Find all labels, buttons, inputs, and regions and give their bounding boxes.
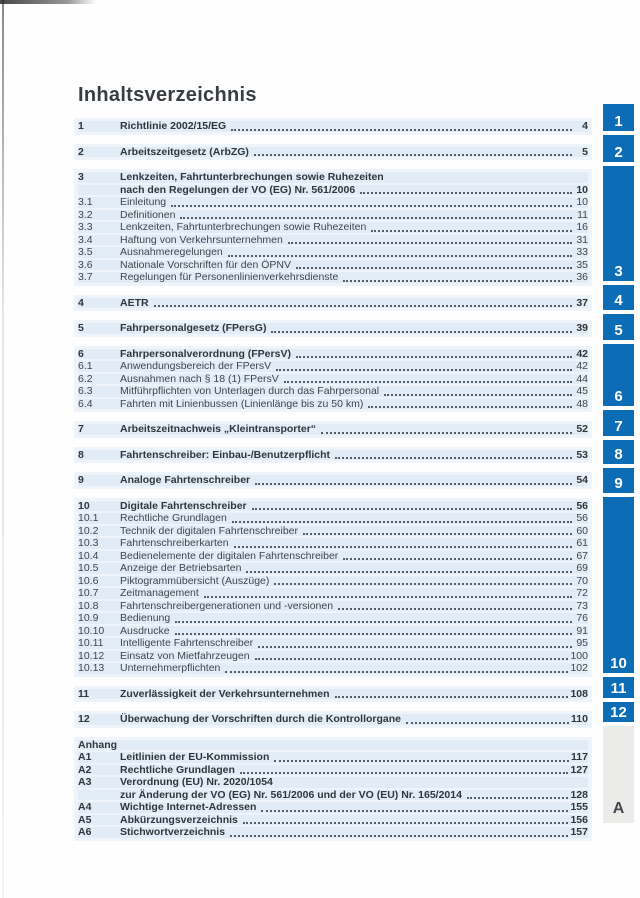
toc-entry-number: 6.3 <box>78 385 93 397</box>
chapter-tab-label: 2 <box>614 144 623 161</box>
toc-row <box>78 526 588 537</box>
toc-row <box>78 450 588 461</box>
toc-page-number: 36 <box>576 271 588 283</box>
toc <box>74 118 592 841</box>
toc-dot-leader <box>343 558 572 560</box>
toc-dot-leader <box>274 583 572 585</box>
toc-row <box>78 802 588 813</box>
toc-entry-title: Bedienelemente der digitalen Fahrtenschreiber <box>120 549 339 562</box>
toc-page-number: 48 <box>576 397 588 410</box>
toc-row <box>78 714 588 725</box>
toc-entry-number: 1 <box>78 120 84 132</box>
toc-page-number: 100 <box>570 649 588 662</box>
toc-dot-leader <box>274 760 569 762</box>
toc-entry-number: 3.1 <box>78 196 93 208</box>
toc-entry-title: Nationale Vorschriften für den ÖPNV <box>120 258 292 271</box>
toc-dot-leader <box>255 658 569 660</box>
toc-page-number: 95 <box>576 637 588 649</box>
toc-block <box>74 144 592 161</box>
toc-dot-leader <box>288 242 572 244</box>
toc-dot-leader <box>467 797 569 799</box>
toc-row <box>78 815 588 826</box>
toc-row <box>78 689 588 700</box>
toc-entry-number: 9 <box>78 474 84 486</box>
toc-dot-leader <box>406 722 569 724</box>
toc-dot-leader <box>335 457 572 459</box>
toc-page-number: 67 <box>576 549 588 562</box>
toc-entry-title: Richtlinie 2002/15/EG <box>120 120 227 132</box>
toc-page-number: 72 <box>576 587 588 599</box>
toc-dot-leader <box>240 772 569 774</box>
toc-page-number: 39 <box>576 322 588 334</box>
toc-entry-title: Lenkzeiten, Fahrtunterbrechungen sowie Ruhezeiten <box>120 171 384 183</box>
toc-row <box>78 386 588 397</box>
toc-row <box>78 601 588 612</box>
chapter-tab-label: 9 <box>614 475 623 492</box>
toc-row <box>78 298 588 309</box>
toc-row <box>78 374 588 385</box>
toc-dot-leader <box>255 483 572 485</box>
toc-entry-title: Ausnahmeregelungen <box>120 246 223 258</box>
chapter-tab-1 <box>603 104 634 131</box>
toc-entry-title: Bedienung <box>120 612 171 624</box>
toc-dot-leader <box>204 596 572 598</box>
chapter-tab-8 <box>603 440 634 464</box>
toc-block <box>74 686 592 703</box>
toc-entry-number: 10.9 <box>78 612 99 624</box>
toc-entry-number: 10 <box>78 499 90 512</box>
toc-entry-title: Einleitung <box>120 196 167 208</box>
toc-dot-leader <box>321 432 572 434</box>
toc-entry-number: 10.5 <box>78 562 99 574</box>
toc-page-number: 73 <box>576 599 588 612</box>
toc-entry-number: A1 <box>78 751 92 763</box>
toc-entry-title: Digitale Fahrtenschreiber <box>120 499 247 512</box>
toc-row <box>78 613 588 624</box>
toc-page-number: 110 <box>571 713 588 725</box>
toc-row <box>78 513 588 524</box>
toc-entry-number: 10.11 <box>78 637 104 649</box>
toc-dot-leader <box>271 331 572 333</box>
chapter-tab-label: 12 <box>610 704 627 721</box>
toc-dot-leader <box>252 508 572 510</box>
toc-entry-number: 2 <box>78 145 84 158</box>
toc-entry-number: 6.2 <box>78 372 93 385</box>
toc-entry-title: Fahrtenschreiber: Einbau-/Benutzerpflicht <box>120 448 331 461</box>
toc-entry-title: Fahrpersonalverordnung (FPersV) <box>120 347 291 360</box>
toc-entry-number: 5 <box>78 322 84 334</box>
toc-row <box>78 563 588 574</box>
toc-entry-number: 3.7 <box>78 271 93 283</box>
toc-entry-number: 3.2 <box>78 208 93 221</box>
toc-dot-leader <box>234 546 572 548</box>
toc-page-number: 45 <box>576 385 588 397</box>
toc-entry-number: 10.4 <box>78 549 99 562</box>
toc-page-number: 16 <box>576 221 588 233</box>
toc-page-number: 69 <box>576 562 588 574</box>
toc-entry-title: Anwendungsbereich der FPersV <box>120 360 272 372</box>
toc-entry-title: Definitionen <box>120 208 176 221</box>
toc-page-number: 31 <box>576 233 588 246</box>
toc-row <box>78 222 588 233</box>
toc-dot-leader <box>343 280 572 282</box>
toc-entry-number: A3 <box>78 776 92 788</box>
toc-entry-number: 10.1 <box>78 512 99 524</box>
toc-entry-number: 7 <box>78 423 84 435</box>
chapter-tab-12 <box>603 702 634 722</box>
toc-entry-title: Einsatz von Mietfahrzeugen <box>120 649 250 662</box>
toc-page-number: 33 <box>576 246 588 258</box>
toc-entry-number: 3.3 <box>78 221 93 233</box>
toc-row <box>78 247 588 258</box>
toc-dot-leader <box>231 129 572 131</box>
toc-row <box>78 626 588 637</box>
chapter-tab-bar <box>603 104 634 823</box>
toc-entry-title: Arbeitszeitnachweis „Kleintransporter“ <box>120 423 317 435</box>
toc-row <box>78 399 588 410</box>
toc-entry-number: A2 <box>78 763 92 776</box>
toc-row <box>78 172 588 183</box>
toc-entry-number: 10.10 <box>78 624 105 637</box>
toc-dot-leader <box>175 633 572 635</box>
toc-page-number: 35 <box>576 258 588 271</box>
toc-row <box>78 349 588 360</box>
chapter-tab-5 <box>603 314 634 340</box>
toc-page-number: 70 <box>576 574 588 587</box>
toc-row <box>78 272 588 283</box>
toc-entry-title: Zuverlässigkeit der Verkehrsunternehmen <box>120 687 330 700</box>
toc-entry-title: Analoge Fahrtenschreiber <box>120 474 251 486</box>
toc-entry-number: 10.13 <box>78 662 105 674</box>
toc-dot-leader <box>171 205 572 207</box>
toc-entry-title: Unternehmerpflichten <box>120 662 221 674</box>
chapter-tab-label: 11 <box>610 680 627 697</box>
toc-dot-leader <box>258 646 572 648</box>
toc-entry-number: 6.1 <box>78 360 93 372</box>
toc-page-number: 54 <box>576 474 588 486</box>
toc-block <box>74 118 592 135</box>
toc-entry-title: Lenkzeiten, Fahrtunterbrechungen sowie Ruhezeiten <box>120 221 367 233</box>
toc-entry-title: Anzeige der Betriebsarten <box>120 562 242 574</box>
table-of-contents <box>74 84 592 850</box>
chapter-tab-label: 10 <box>610 655 627 672</box>
toc-entry-number: 6 <box>78 347 84 360</box>
toc-entry-title: Leitlinien der EU-Kommission <box>120 751 270 763</box>
toc-row <box>78 765 588 776</box>
toc-entry-title: Überwachung der Vorschriften durch die Kontrollorgane <box>120 713 402 725</box>
toc-page-number: 61 <box>576 537 588 549</box>
toc-dot-leader <box>368 406 572 408</box>
toc-row <box>78 210 588 221</box>
toc-dot-leader <box>225 671 568 673</box>
toc-entry-number: A4 <box>78 801 92 813</box>
toc-page-number: 53 <box>576 448 588 461</box>
toc-entry-title: zur Änderung der VO (EG) Nr. 561/2006 und der VO (EU) Nr. 165/2014 <box>120 788 462 801</box>
toc-page-number: 91 <box>576 624 588 637</box>
toc-entry-title: Arbeitszeitgesetz (ArbZG) <box>120 145 249 158</box>
toc-dot-leader <box>243 822 569 824</box>
chapter-tab-3 <box>603 166 634 281</box>
toc-row <box>78 185 588 196</box>
toc-page-number: 10 <box>576 196 588 208</box>
toc-entry-title: Fahrtenschreiberkarten <box>120 537 229 549</box>
appendix-tab-label: A <box>612 800 625 817</box>
toc-page-number: 108 <box>570 687 588 700</box>
appendix-tab <box>603 726 634 823</box>
toc-page-number: 60 <box>576 524 588 537</box>
toc-entry-title: Regelungen für Personenlinienverkehrsdienste <box>120 271 339 283</box>
toc-entry-title: Zeitmanagement <box>120 587 199 599</box>
toc-entry-number: 3 <box>78 171 84 183</box>
toc-dot-leader <box>180 217 572 219</box>
toc-entry-number: 3.5 <box>78 246 93 258</box>
chapter-tab-4 <box>603 285 634 310</box>
toc-page-number: 117 <box>571 751 588 763</box>
toc-entry-number: 10.8 <box>78 599 99 612</box>
toc-entry-title: Mitführpflichten von Unterlagen durch das Fahrpersonal <box>120 385 380 397</box>
toc-block <box>74 447 592 464</box>
toc-entry-title: Fahrten mit Linienbussen (Linienlänge bis zu 50 km) <box>120 397 364 410</box>
toc-entry-title: Ausnahmen nach § 18 (1) FPersV <box>120 372 279 385</box>
toc-entry-number: 8 <box>78 448 84 461</box>
chapter-tab-11 <box>603 677 634 698</box>
toc-row <box>78 790 588 801</box>
toc-entry-number: 10.6 <box>78 574 99 587</box>
toc-row <box>78 638 588 649</box>
toc-entry-title: nach den Regelungen der VO (EG) Nr. 561/2006 <box>120 183 356 196</box>
toc-entry-number: 10.2 <box>78 524 99 537</box>
toc-entry-title: Verordnung (EU) Nr. 2020/1054 <box>120 776 273 788</box>
toc-entry-number: 4 <box>78 296 84 309</box>
toc-page-number: 127 <box>570 763 588 776</box>
toc-row <box>78 323 588 334</box>
toc-dot-leader <box>338 608 572 610</box>
toc-row <box>78 197 588 208</box>
toc-entry-number: A6 <box>78 826 92 838</box>
chapter-tab-2 <box>603 135 634 162</box>
toc-block <box>74 421 592 438</box>
page-title: Inhaltsverzeichnis <box>78 84 257 106</box>
toc-entry-number: 3.6 <box>78 258 93 271</box>
toc-row <box>78 501 588 512</box>
toc-block <box>74 169 592 286</box>
toc-page-number: 102 <box>570 662 588 674</box>
toc-dot-leader <box>296 356 572 358</box>
toc-entry-title: AETR <box>120 296 149 309</box>
toc-block <box>74 472 592 489</box>
toc-entry-number: 10.3 <box>78 537 99 549</box>
toc-page-number: 44 <box>576 372 588 385</box>
toc-dot-leader <box>384 394 572 396</box>
toc-page-number: 42 <box>576 360 588 372</box>
toc-dot-leader <box>284 381 572 383</box>
toc-page-number: 155 <box>570 801 588 813</box>
toc-entry-number: Anhang <box>78 738 118 751</box>
toc-dot-leader <box>232 521 572 523</box>
toc-dot-leader <box>254 154 572 156</box>
toc-row <box>78 663 588 674</box>
toc-block <box>74 295 592 312</box>
toc-entry-title: Rechtliche Grundlagen <box>120 763 235 776</box>
toc-dot-leader <box>276 369 572 371</box>
toc-row <box>78 260 588 271</box>
toc-entry-title: Ausdrucke <box>120 624 170 637</box>
toc-page-number: 42 <box>576 347 588 360</box>
toc-row <box>78 551 588 562</box>
toc-dot-leader <box>335 696 569 698</box>
toc-entry-number: 6.4 <box>78 397 93 410</box>
toc-entry-title: Fahrtenschreibergenerationen und -versionen <box>120 599 334 612</box>
toc-entry-number: 12 <box>78 713 90 725</box>
toc-page-number: 156 <box>570 813 588 826</box>
toc-entry-title: Technik der digitalen Fahrtenschreiber <box>120 524 299 537</box>
chapter-tab-label: 3 <box>614 263 623 280</box>
toc-row <box>78 121 588 132</box>
toc-entry-title: Intelligente Fahrtenschreiber <box>120 637 254 649</box>
toc-page-number: 76 <box>576 612 588 624</box>
toc-row <box>78 475 588 486</box>
toc-block <box>74 737 592 841</box>
chapter-tab-10 <box>603 497 634 673</box>
toc-page-number: 37 <box>576 296 588 309</box>
toc-page-number: 4 <box>582 120 588 132</box>
toc-dot-leader <box>303 533 572 535</box>
toc-page-number: 128 <box>570 788 588 801</box>
chapter-tab-label: 4 <box>614 292 623 309</box>
toc-block <box>74 498 592 677</box>
toc-entry-title: Stichwortverzeichnis <box>120 826 226 838</box>
toc-entry-title: Wichtige Internet-Adressen <box>120 801 257 813</box>
toc-row <box>78 651 588 662</box>
toc-row <box>78 588 588 599</box>
toc-block <box>74 346 592 413</box>
toc-row <box>78 827 588 838</box>
toc-entry-number: A5 <box>78 813 92 826</box>
toc-row <box>78 777 588 788</box>
toc-page-number: 56 <box>576 512 588 524</box>
scan-artifact-left-edge <box>2 0 4 898</box>
toc-page-number: 11 <box>577 208 588 221</box>
toc-page-number: 56 <box>576 499 588 512</box>
toc-page-number: 52 <box>576 423 588 435</box>
toc-block <box>74 711 592 728</box>
toc-dot-leader <box>360 192 572 194</box>
toc-dot-leader <box>175 621 572 623</box>
toc-row <box>78 538 588 549</box>
toc-row <box>78 424 588 435</box>
toc-dot-leader <box>246 571 572 573</box>
toc-dot-leader <box>154 305 572 307</box>
toc-dot-leader <box>230 835 568 837</box>
chapter-tab-7 <box>603 410 634 436</box>
toc-dot-leader <box>228 255 572 257</box>
toc-entry-number: 3.4 <box>78 233 93 246</box>
chapter-tab-label: 1 <box>614 113 623 130</box>
toc-entry-title: Fahrpersonalgesetz (FPersG) <box>120 322 267 334</box>
toc-row <box>78 752 588 763</box>
toc-dot-leader <box>296 267 572 269</box>
chapter-tab-label: 8 <box>614 446 623 463</box>
toc-block <box>74 320 592 337</box>
chapter-tab-label: 7 <box>614 418 623 435</box>
toc-entry-number: 11 <box>78 687 90 700</box>
chapter-tab-label: 6 <box>614 388 623 405</box>
toc-entry-title: Haftung von Verkehrsunternehmen <box>120 233 283 246</box>
toc-row <box>78 235 588 246</box>
toc-entry-number: 10.12 <box>78 649 105 662</box>
scan-artifact-top-edge <box>0 0 96 4</box>
toc-page-number: 5 <box>582 145 588 158</box>
toc-entry-number: 10.7 <box>78 587 99 599</box>
toc-dot-leader <box>261 810 568 812</box>
toc-page-number: 157 <box>570 826 588 838</box>
chapter-tab-9 <box>603 468 634 493</box>
toc-row <box>78 147 588 158</box>
toc-page-number: 10 <box>576 183 588 196</box>
chapter-tab-6 <box>603 344 634 406</box>
toc-entry-title: Piktogrammübersicht (Auszüge) <box>120 574 270 587</box>
chapter-tab-label: 5 <box>614 322 623 339</box>
toc-entry-title: Rechtliche Grundlagen <box>120 512 227 524</box>
toc-dot-leader <box>371 230 572 232</box>
toc-row <box>78 740 588 751</box>
toc-row <box>78 576 588 587</box>
toc-row <box>78 361 588 372</box>
toc-entry-title: Abkürzungsverzeichnis <box>120 813 238 826</box>
